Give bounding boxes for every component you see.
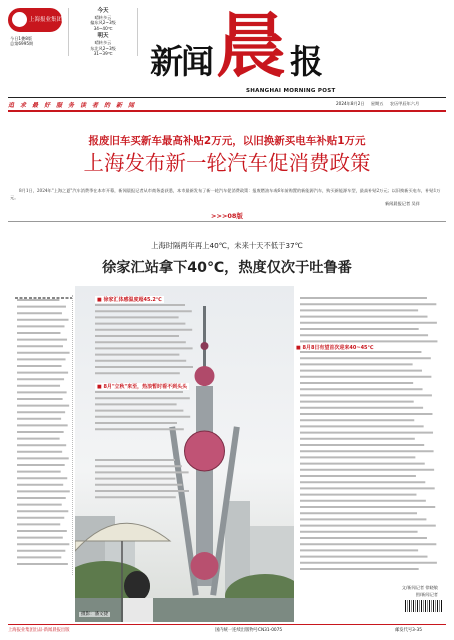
english-name: SHANGHAI MORNING POST: [246, 88, 336, 94]
footer-left: 上海报业集团出品·新闻晨报出版: [8, 628, 70, 633]
story2-title: 徐家汇站拿下40℃，热度仅次于吐鲁番: [102, 260, 352, 276]
paper-name-right: 报: [290, 42, 323, 81]
banner-lunar: 农历甲辰年六月: [389, 101, 420, 106]
lead-credit: 新闻晨报记者 吴祥: [385, 201, 420, 206]
paper-name-center: 晨: [216, 4, 286, 87]
story2-kicker: 上海时隔两年再上40℃，未来十天不低于37℃: [151, 241, 303, 250]
footer-right: 邮发代号3-35: [395, 628, 422, 633]
tomorrow-line: 晴转多云: [94, 40, 112, 46]
barcode: [405, 600, 443, 612]
today-line: 晴转多云: [94, 15, 112, 20]
reporter-credit-2: 图/新闻记者: [415, 592, 438, 597]
subhead: 报废旧车买新车最高补贴2万元，以旧换新买电车补贴1万元: [88, 135, 366, 147]
banner-tagline: 追求最好服务读者的新闻: [8, 102, 141, 109]
logo-text: 上海报业集团: [29, 17, 63, 23]
footer-mid: 国内统一连续出版物号CN31-0075: [215, 628, 283, 633]
lead-paragraph: 8月1日，2024年"上海之夏"汽车消费季在本市开幕，新闻晨报记者从市商务委获悉，本市最新发布了新一轮汽车促消费政策：报废燃油车或6年前购置的新能源汽车，购买新能源车型，最高补贴2万元；以旧换新买电车，补贴1万元。: [10, 188, 441, 200]
banner-weekday: 星期五: [370, 101, 384, 106]
page-reference: >>>08版: [211, 212, 243, 220]
issue-number: 总第6995期: [10, 41, 34, 47]
reporter-credit: 文/新闻记者 徐晓敏: [401, 585, 438, 590]
date-line: 今日1叠8版: [10, 36, 33, 41]
today-line: 34~40℃: [93, 25, 113, 31]
today-line: 偏东风2~3级: [90, 20, 116, 26]
tomorrow-label: 明天: [97, 33, 109, 40]
section-heading: ■ 8月"立秋"来至，热浪暂时看不到头头: [97, 384, 188, 390]
paper-name-left: 新闻: [150, 42, 212, 81]
banner-date-text: 2024年8月2日: [336, 101, 365, 106]
section-heading: ■ 8月8日有望首次迎来40~45℃: [296, 345, 374, 351]
headline: 上海发布新一轮汽车促消费政策: [83, 151, 371, 175]
tomorrow-line: 东北风2~3级: [90, 45, 116, 51]
footer-rule: [8, 624, 446, 625]
photo-credit: 摄影：潘文捷: [81, 611, 108, 617]
today-label: 今天: [97, 8, 109, 14]
tomorrow-line: 31~39℃: [93, 51, 113, 57]
section-heading: ■ 徐家汇体感温度超45.2℃: [97, 297, 162, 303]
